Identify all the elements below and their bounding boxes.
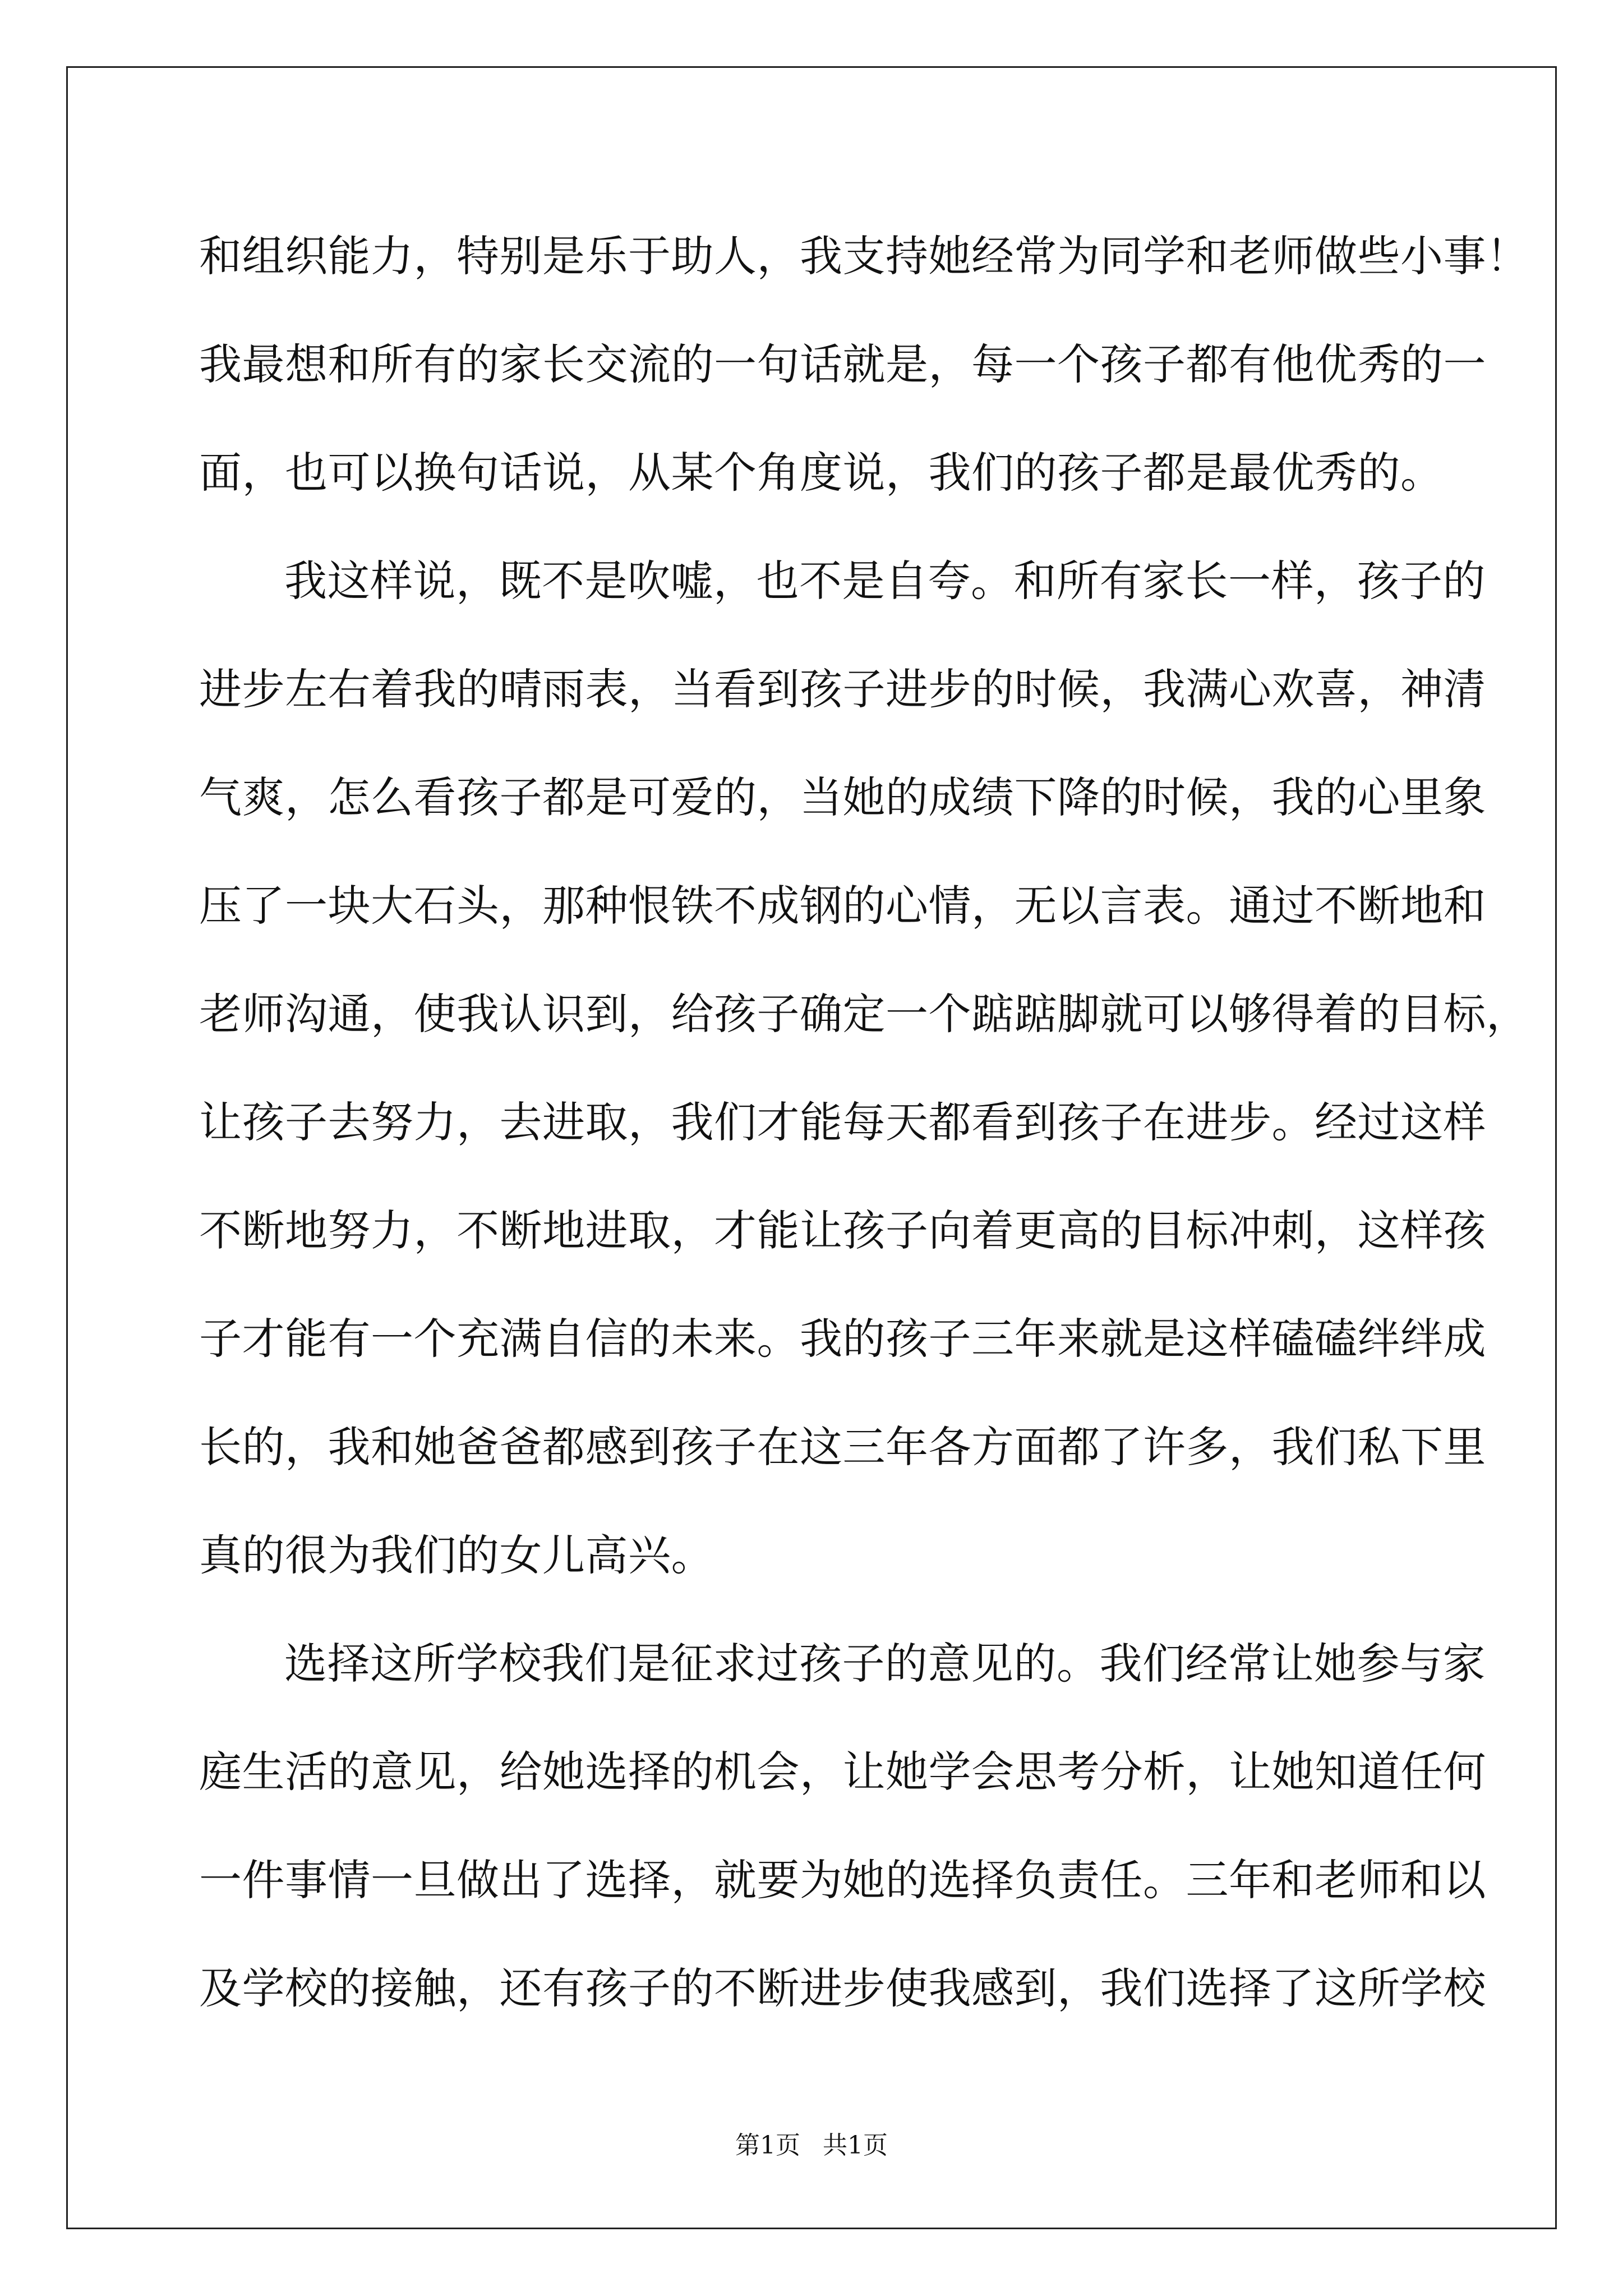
document-body — [199, 202, 1529, 2042]
text-line: 面，也可以换句话说，从某个角度说，我们的孩子都是最优秀的。 — [199, 448, 1444, 498]
text-line: 及学校的接触，还有孩子的不断进步使我感到，我们选择了这所学校 — [199, 1963, 1486, 2013]
text-line: 和组织能力，特别是乐于助人，我支持她经常为同学和老师做些小事！ — [199, 231, 1529, 281]
text-line: 压了一块大石头，那种恨铁不成钢的心情，无以言表。通过不断地和 — [199, 881, 1486, 931]
text-line: 气爽，怎么看孩子都是可爱的，当她的成绩下降的时候，我的心里象 — [199, 772, 1486, 822]
text-line: 进步左右着我的晴雨表，当看到孩子进步的时候，我满心欢喜，神清 — [199, 664, 1486, 714]
text-line: 不断地努力，不断地进取，才能让孩子向着更高的目标冲刺，这样孩 — [199, 1205, 1486, 1255]
text-line: 我这样说，既不是吹嘘，也不是自夸。和所有家长一样，孩子的 — [284, 556, 1486, 606]
text-line: 子才能有一个充满自信的未来。我的孩子三年来就是这样磕磕绊绊成 — [199, 1314, 1486, 1364]
text-line: 一件事情一旦做出了选择，就要为她的选择负责任。三年和老师和以 — [199, 1855, 1486, 1905]
text-line: 选择这所学校我们是征求过孩子的意见的。我们经常让她参与家 — [284, 1639, 1486, 1688]
text-line: 老师沟通，使我认识到，给孩子确定一个踮踮脚就可以够得着的目标， — [199, 989, 1529, 1039]
text-line: 长的，我和她爸爸都感到孩子在这三年各方面都了许多，我们私下里 — [199, 1422, 1486, 1472]
text-line: 庭生活的意见，给她选择的机会，让她学会思考分析，让她知道任何 — [199, 1747, 1486, 1797]
text-line: 真的很为我们的女儿高兴。 — [199, 1530, 714, 1580]
text-line: 让孩子去努力，去进取，我们才能每天都看到孩子在进步。经过这样 — [199, 1097, 1486, 1147]
page-number: 第1页 — [735, 2131, 800, 2160]
text-line: 我最想和所有的家长交流的一句话就是，每一个孩子都有他优秀的一 — [199, 339, 1486, 389]
page-total: 共1页 — [823, 2131, 888, 2160]
page-footer — [0, 2129, 1623, 2162]
